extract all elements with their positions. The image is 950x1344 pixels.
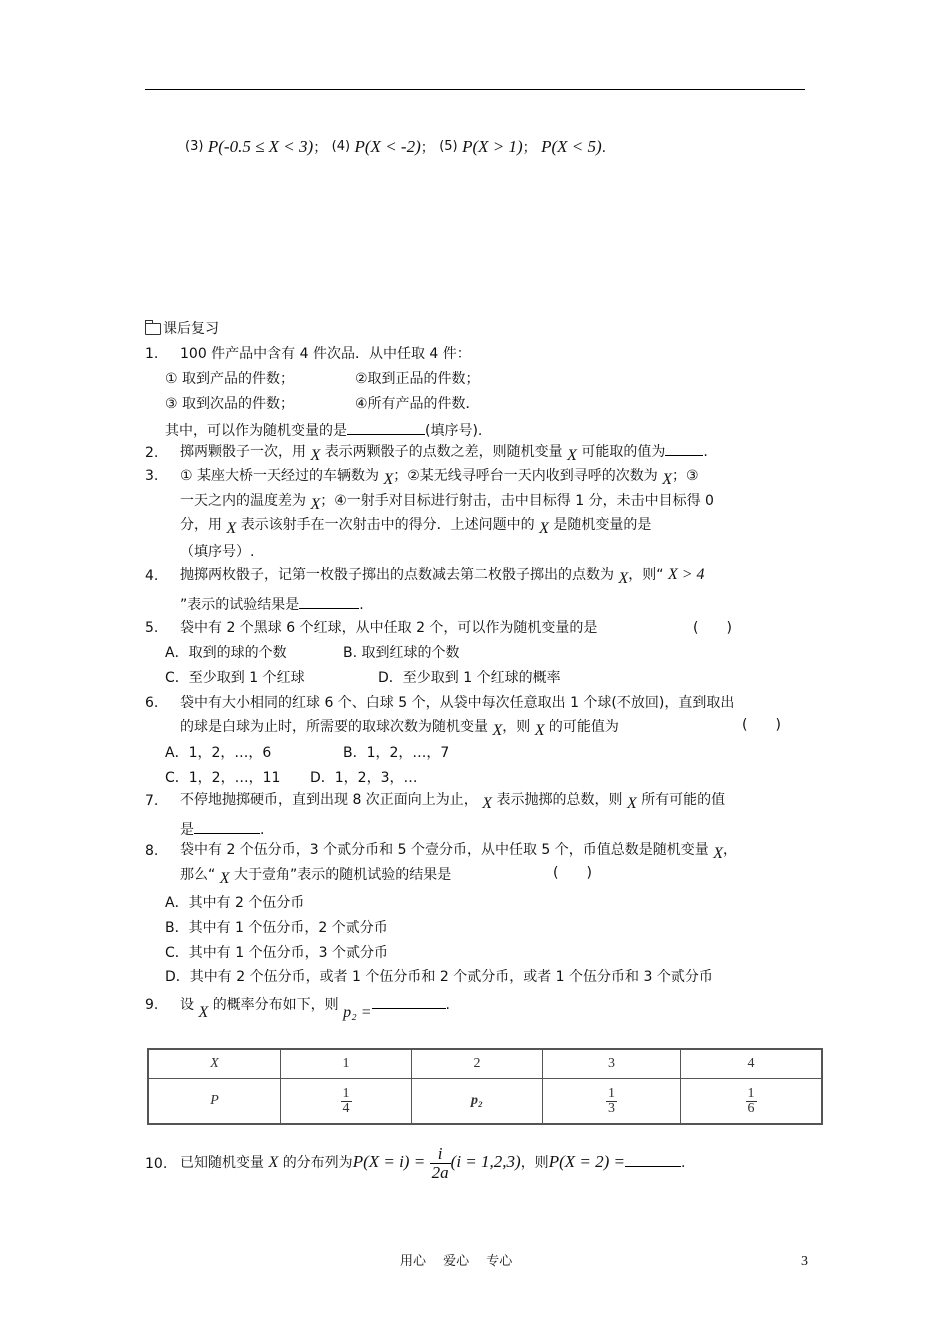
q8-num: 8. xyxy=(145,843,159,859)
q8-l2b: 大于壹角”表示的随机试验的结果是 xyxy=(233,867,452,883)
q10-expr2: (i = 1,2,3) xyxy=(450,1152,521,1171)
folder-icon xyxy=(145,323,161,335)
q3-line1 xyxy=(180,465,699,491)
q9-num: 9. xyxy=(145,997,159,1013)
q3-l3b: 表示该射手在一次射击中的得分．上述问题中的 xyxy=(240,517,535,533)
section-title xyxy=(145,320,219,338)
q1-tail xyxy=(165,420,482,440)
q2-x2: X xyxy=(567,447,577,464)
q8-l1end: ， xyxy=(723,842,738,858)
table-cell: P xyxy=(148,1079,281,1125)
q4-line2 xyxy=(180,594,364,614)
q3-x3: X xyxy=(310,496,321,513)
q6-opt-b[interactable]: B．1，2，…，7 xyxy=(343,745,450,761)
q8-x1: X xyxy=(713,845,724,862)
q6-line2 xyxy=(180,716,619,742)
q10-answer-blank[interactable] xyxy=(625,1152,681,1167)
q1-text: 100 件产品中含有 4 件次品．从中任取 4 件： xyxy=(180,346,471,362)
item4-expr: P(X < -2) xyxy=(354,137,421,156)
q6-num: 6. xyxy=(145,695,159,711)
q10-num: 10. xyxy=(145,1156,168,1172)
frac-den: 4 xyxy=(342,1100,350,1116)
q10-frac-num: i xyxy=(430,1145,451,1164)
q7-x2: X xyxy=(626,795,637,812)
q4-l1b: ，则“ xyxy=(628,567,664,583)
q8-paren: ( ) xyxy=(553,865,592,881)
q3-l2a: 一天之内的温度差为 xyxy=(180,493,306,509)
q1-opt4: ④所有产品的件数． xyxy=(355,396,480,412)
table-cell xyxy=(681,1079,823,1125)
footer-motto: 用心 爱心 专心 xyxy=(400,1254,513,1269)
table-cell xyxy=(543,1079,681,1125)
q3-l3a: 分，用 xyxy=(180,517,222,533)
q2-x1: X xyxy=(310,447,321,464)
top-items-line xyxy=(185,136,606,158)
q4-l2b: . xyxy=(359,597,364,613)
q9-end: . xyxy=(445,997,450,1013)
table-cell xyxy=(281,1079,412,1125)
q4-l1a: 抛掷两枚骰子，记第一枚骰子掷出的点数减去第二枚骰子掷出的点数为 xyxy=(180,567,614,583)
q3-x1: X xyxy=(383,471,394,488)
item5-expr2: P(X < 5) xyxy=(541,137,602,156)
q5-opt-b[interactable]: B. 取到红球的个数 xyxy=(343,645,460,661)
table-cell: X xyxy=(148,1049,281,1079)
section-title-text: 课后复习 xyxy=(163,321,219,337)
q6-x1: X xyxy=(492,722,503,739)
q3-x2: X xyxy=(662,471,673,488)
q1-num: 1. xyxy=(145,346,159,362)
q8-opt-b[interactable]: B．其中有 1 个伍分币，2 个贰分币 xyxy=(165,920,388,936)
fraction xyxy=(746,1087,757,1116)
q6-opt-c[interactable]: C．1，2，…，11 xyxy=(165,770,281,786)
q8-opt-d[interactable]: D．其中有 2 个伍分币，或者 1 个伍分币和 2 个贰分币，或者 1 个伍分币和 3 个贰分币 xyxy=(165,969,713,985)
q3-x4: X xyxy=(226,520,237,537)
q1-tail-a: 其中，可以作为随机变量的是 xyxy=(165,423,347,439)
sep1: ； xyxy=(313,140,328,156)
table-row-x xyxy=(148,1049,822,1079)
q5-paren: ( ) xyxy=(693,620,732,636)
q3-num: 3. xyxy=(145,468,159,484)
q6-l2a: 的球是白球为止时，所需要的取球次数为随机变量 xyxy=(180,719,488,735)
q5-num: 5. xyxy=(145,620,159,636)
table-cell: p₂ xyxy=(412,1079,543,1125)
q4-num: 4. xyxy=(145,568,159,584)
q3-l1b: ；②某无线寻呼台一天内收到寻呼的次数为 xyxy=(393,468,658,484)
q3-line2 xyxy=(180,490,714,516)
frac-num: 1 xyxy=(342,1085,350,1101)
q3-l2b: ；④一射手对目标进行射击，击中目标得 1 分，未击中目标得 0 xyxy=(320,493,714,509)
q6-l2b: ，则 xyxy=(502,719,531,735)
q7-l1a: 不停地抛掷硬币，直到出现 8 次正面向上为止， xyxy=(180,792,478,808)
sep3: ； xyxy=(522,140,537,156)
q6-opt-d[interactable]: D．1，2，3，… xyxy=(310,770,418,786)
q7-l1b: 表示抛掷的总数，则 xyxy=(496,792,623,808)
q10-frac-den: 2a xyxy=(431,1162,449,1182)
q2-c: 可能取的值为 xyxy=(581,444,666,460)
q8-x2: X xyxy=(219,870,230,887)
item3-num: (3) xyxy=(185,139,204,154)
q3-l3c: 是随机变量的是 xyxy=(553,517,652,533)
q10-c: ，则 xyxy=(520,1155,549,1171)
q1-tail-b: (填序号). xyxy=(425,423,483,439)
q3-line4: （填序号）. xyxy=(180,544,255,560)
q2-answer-blank[interactable] xyxy=(665,441,703,456)
distribution-table xyxy=(147,1048,823,1125)
header-rule xyxy=(145,89,805,90)
q8-line1 xyxy=(180,839,737,865)
q8-l2a: 那么“ xyxy=(180,867,216,883)
table-cell: 1 xyxy=(281,1049,412,1079)
item5-num: (5) xyxy=(439,139,458,154)
q7-l1c: 所有可能的值 xyxy=(641,792,726,808)
q2-b: 表示两颗骰子的点数之差，则随机变量 xyxy=(324,444,563,460)
q10-end: . xyxy=(680,1155,686,1171)
q7-num: 7. xyxy=(145,793,159,809)
q2-line xyxy=(180,441,708,467)
q7-l2a: 是 xyxy=(180,822,194,838)
table-cell: 4 xyxy=(681,1049,823,1079)
end-dot: . xyxy=(601,140,607,156)
q3-l1c: ；③ xyxy=(672,468,699,484)
q10-expr3: P(X = 2) = xyxy=(548,1152,625,1171)
q7-l2b: . xyxy=(260,822,265,838)
q6-opt-a[interactable]: A．1，2，…，6 xyxy=(165,745,272,761)
q10-line xyxy=(180,1140,685,1188)
q3-x5: X xyxy=(539,520,549,537)
q9-a: 设 xyxy=(180,997,194,1013)
q8-line2 xyxy=(180,864,451,890)
frac-den: 3 xyxy=(608,1100,615,1116)
q6-x2: X xyxy=(534,722,545,739)
item5-expr1: P(X > 1) xyxy=(462,137,523,156)
q5-opt-a[interactable]: A．取到的球的个数 xyxy=(165,645,287,661)
q2-d: . xyxy=(703,444,708,460)
q3-l1a: ① 某座大桥一天经过的车辆数为 xyxy=(180,468,380,484)
sep2: ； xyxy=(420,140,435,156)
fraction xyxy=(341,1087,352,1116)
q9-line xyxy=(180,993,450,1025)
page-number: 3 xyxy=(801,1254,808,1269)
q5-opt-d[interactable]: D．至少取到 1 个红球的概率 xyxy=(378,670,561,686)
q1-opt3: ③ 取到次品的件数； xyxy=(165,396,295,412)
fraction xyxy=(606,1087,617,1116)
q8-opt-a[interactable]: A．其中有 2 个伍分币 xyxy=(165,895,305,911)
q9-x: X xyxy=(198,1004,209,1021)
q10-a: 已知随机变量 xyxy=(180,1155,264,1171)
q7-line1 xyxy=(180,789,725,815)
q7-x1: X xyxy=(482,795,493,812)
q10-fraction xyxy=(430,1145,451,1182)
q1-opt2: ②取到正品的件数； xyxy=(355,371,480,387)
q6-paren: ( ) xyxy=(742,717,781,733)
q5-text: 袋中有 2 个黑球 6 个红球，从中任取 2 个，可以作为随机变量的是 xyxy=(180,620,598,636)
q3-line3 xyxy=(180,514,651,540)
table-cell: 2 xyxy=(412,1049,543,1079)
q2-a: 掷两颗骰子一次，用 xyxy=(180,444,306,460)
q5-opt-c[interactable]: C．至少取到 1 个红球 xyxy=(165,670,305,686)
q10-expr1: P(X = i) = xyxy=(352,1152,426,1171)
q4-x: X xyxy=(618,570,629,587)
q2-num: 2. xyxy=(145,445,159,461)
q6-line1: 袋中有大小相同的红球 6 个、白球 5 个，从袋中每次任意取出 1 个球(不放回)，直到取出 xyxy=(180,695,735,711)
q7-answer-blank[interactable] xyxy=(194,819,260,834)
item4-num: (4) xyxy=(331,139,351,154)
item3-expr: P(-0.5 ≤ X < 3) xyxy=(207,137,314,156)
q8-opt-c[interactable]: C．其中有 1 个伍分币，3 个贰分币 xyxy=(165,945,388,961)
q4-cond: X > 4 xyxy=(667,566,705,583)
frac-den: 6 xyxy=(747,1100,755,1116)
q4-line1 xyxy=(180,564,705,590)
q7-line2 xyxy=(180,819,264,839)
table-row-p xyxy=(148,1079,822,1125)
q10-x: X xyxy=(268,1154,279,1171)
q10-b: 的分布列为 xyxy=(282,1155,353,1171)
table-cell: 3 xyxy=(543,1049,681,1079)
q9-p2: p₂ = xyxy=(343,1004,372,1021)
frac-num: 1 xyxy=(747,1085,755,1101)
q1-answer-blank[interactable] xyxy=(347,420,425,435)
q4-answer-blank[interactable] xyxy=(299,594,359,609)
frac-num: 1 xyxy=(608,1085,615,1101)
q9-b: 的概率分布如下，则 xyxy=(212,997,339,1013)
q6-l2c: 的可能值为 xyxy=(548,719,619,735)
q8-l1: 袋中有 2 个伍分币，3 个贰分币和 5 个壹分币，从中任取 5 个，币值总数是随机变量 xyxy=(180,842,709,858)
q1-opt1: ① 取到产品的件数； xyxy=(165,371,295,387)
q9-answer-blank[interactable] xyxy=(372,994,446,1009)
q4-l2a: ”表示的试验结果是 xyxy=(180,597,300,613)
